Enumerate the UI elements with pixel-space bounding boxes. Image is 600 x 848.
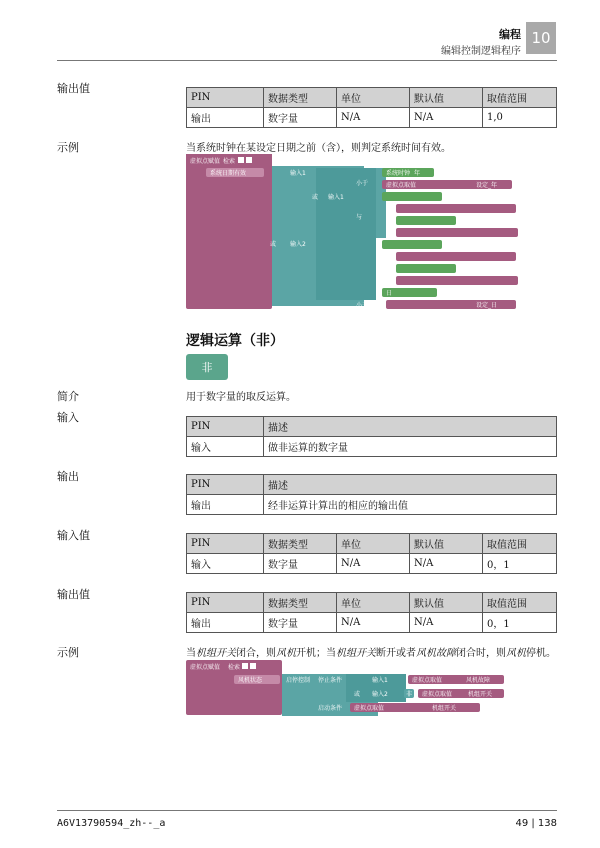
clock-chip-2 xyxy=(382,192,442,201)
table-header-cell: 数据类型 xyxy=(264,593,337,613)
table-header-cell: 数据类型 xyxy=(264,88,337,108)
chapter-number: 10 xyxy=(526,22,556,54)
output-value-table xyxy=(186,87,557,128)
target-label: 系统日期有效 xyxy=(210,170,247,177)
table-cell: 经非运算计算出的相应的输出值 xyxy=(264,495,557,515)
magnifier-icon-2[interactable] xyxy=(250,663,256,669)
search-label-2: 检索 xyxy=(228,664,241,671)
input1-label: 输入1 xyxy=(290,170,306,177)
example1-block-diagram xyxy=(186,154,526,314)
output-table xyxy=(186,474,557,515)
table-header-cell: 描述 xyxy=(264,417,557,437)
start-cond-label: 启动条件 xyxy=(318,705,343,712)
table-header-cell: 单位 xyxy=(337,88,410,108)
table-header-cell: PIN xyxy=(187,593,264,613)
example2-block-diagram xyxy=(186,660,506,718)
not-block-icon: 非 xyxy=(186,354,228,380)
assign-label-2: 虚拟点赋值 xyxy=(190,664,221,671)
output-value-table-2 xyxy=(186,592,557,633)
header-title: 编程 xyxy=(499,28,521,41)
vpoint-label-3: 虚拟点取值 xyxy=(422,691,453,698)
table-cell: N/A xyxy=(337,554,410,574)
not-label: 非 xyxy=(406,691,413,698)
switch-label: 机组开关 xyxy=(468,691,493,698)
header-rule xyxy=(57,60,557,61)
set-day-label: 设定_日 xyxy=(476,302,498,309)
table-header-cell: 单位 xyxy=(337,534,410,554)
table-header-cell: 单位 xyxy=(337,593,410,613)
input1-label-3: 输入1 xyxy=(372,677,388,684)
clock-chip-3 xyxy=(396,216,456,225)
less-label: 小于 xyxy=(356,180,369,187)
vpoint-chip-2 xyxy=(396,204,516,213)
magnifier-icon[interactable] xyxy=(246,157,252,163)
table-header-cell: 数据类型 xyxy=(264,534,337,554)
table-cell: 输入 xyxy=(187,554,264,574)
table-header-row xyxy=(187,88,557,108)
and-group-1 xyxy=(316,168,376,240)
input2-label-3: 输入2 xyxy=(372,691,388,698)
switch-label-2: 机组开关 xyxy=(432,705,457,712)
or-label-3: 或 xyxy=(354,691,361,698)
clock-chip-5 xyxy=(396,264,456,273)
label-output-value: 输出值 xyxy=(57,82,90,95)
clock-label: 系统时钟 xyxy=(386,170,411,177)
table-header-cell: 取值范围 xyxy=(483,534,557,554)
vpoint-chip-4 xyxy=(396,252,516,261)
table-header-cell: 默认值 xyxy=(410,534,483,554)
label-input-value: 输入值 xyxy=(57,529,90,542)
clock-chip-4 xyxy=(382,240,442,249)
table-cell: 0，1 xyxy=(483,554,557,574)
vpoint-chip-5 xyxy=(396,276,518,285)
label-intro: 简介 xyxy=(57,390,79,403)
table-header-row xyxy=(187,475,557,495)
table-header-row xyxy=(187,534,557,554)
input1-label-2: 输入1 xyxy=(328,194,344,201)
label-input: 输入 xyxy=(57,411,79,424)
table-cell: 0，1 xyxy=(483,613,557,633)
table-header-row xyxy=(187,593,557,613)
section-title: 逻辑运算（非） xyxy=(186,333,284,349)
label-example: 示例 xyxy=(57,141,79,154)
table-row xyxy=(187,437,557,457)
table-header-cell: PIN xyxy=(187,417,264,437)
label-output: 输出 xyxy=(57,470,79,483)
compare-column xyxy=(376,168,386,238)
intro-text: 用于数字量的取反运算。 xyxy=(186,392,296,403)
table-cell: 输出 xyxy=(187,108,264,128)
footer-rule xyxy=(57,810,557,811)
table-header-cell: 默认值 xyxy=(410,88,483,108)
search-icon-2[interactable] xyxy=(242,663,248,669)
assign-label: 虚拟点赋值 xyxy=(190,158,221,165)
table-header-cell: PIN xyxy=(187,475,264,495)
or-label: 或 xyxy=(270,241,277,248)
vpoint-label-2: 虚拟点取值 xyxy=(412,677,443,684)
stop-cond-label: 停止条件 xyxy=(318,677,343,684)
year-label: 年 xyxy=(414,170,421,177)
input2-label: 输入2 xyxy=(290,241,306,248)
input-value-table xyxy=(186,533,557,574)
table-cell: 数字量 xyxy=(264,613,337,633)
startstop-label: 启停控制 xyxy=(286,677,311,684)
example1-text: 当系统时钟在某设定日期之前（含），则判定系统时间有效。 xyxy=(186,143,451,154)
table-cell: 输出 xyxy=(187,613,264,633)
table-row xyxy=(187,554,557,574)
fault-label: 风机故障 xyxy=(466,677,491,684)
table-row xyxy=(187,495,557,515)
search-label: 检索 xyxy=(223,158,236,165)
table-row xyxy=(187,108,557,128)
table-header-cell: 取值范围 xyxy=(483,88,557,108)
target-label-2: 风机状态 xyxy=(238,677,263,684)
page-number: 49 | 138 xyxy=(515,818,557,829)
or-label-2: 或 xyxy=(312,194,319,201)
table-cell: N/A xyxy=(337,108,410,128)
table-cell: 输出 xyxy=(187,495,264,515)
table-header-cell: PIN xyxy=(187,534,264,554)
table-header-cell: 默认值 xyxy=(410,593,483,613)
vpoint-label-4: 虚拟点取值 xyxy=(354,705,385,712)
vpoint-label: 虚拟点取值 xyxy=(386,182,417,189)
table-cell: 做非运算的数字量 xyxy=(264,437,557,457)
and-group-2 xyxy=(316,240,376,300)
table-cell: N/A xyxy=(410,554,483,574)
table-row xyxy=(187,613,557,633)
table-cell: 输入 xyxy=(187,437,264,457)
input-table xyxy=(186,416,557,457)
day-label: 日 xyxy=(386,290,393,297)
and-label: 与 xyxy=(356,214,363,221)
label-example-2: 示例 xyxy=(57,646,79,659)
table-header-cell: 取值范围 xyxy=(483,593,557,613)
table-cell: 1,0 xyxy=(483,108,557,128)
header-subtitle: 编辑控制逻辑程序 xyxy=(441,46,521,57)
vpoint-chip-3 xyxy=(396,228,518,237)
table-header-cell: 描述 xyxy=(264,475,557,495)
table-header-row xyxy=(187,417,557,437)
table-cell: N/A xyxy=(410,108,483,128)
table-cell: N/A xyxy=(337,613,410,633)
label-output-value-2: 输出值 xyxy=(57,588,90,601)
table-header-cell: PIN xyxy=(187,88,264,108)
example2-text: 当机组开关闭合，则风机开机；当机组开关断开或者风机故障闭合时，则风机停机。 xyxy=(186,648,556,659)
search-icon[interactable] xyxy=(238,157,244,163)
less-equal-label: 小于等于 xyxy=(356,302,381,309)
table-cell: N/A xyxy=(410,613,483,633)
table-cell: 数字量 xyxy=(264,108,337,128)
doc-id: A6V13790594_zh--_a xyxy=(57,818,166,829)
set-year-label: 设定_年 xyxy=(476,182,498,189)
assign-block xyxy=(186,154,272,309)
table-cell: 数字量 xyxy=(264,554,337,574)
